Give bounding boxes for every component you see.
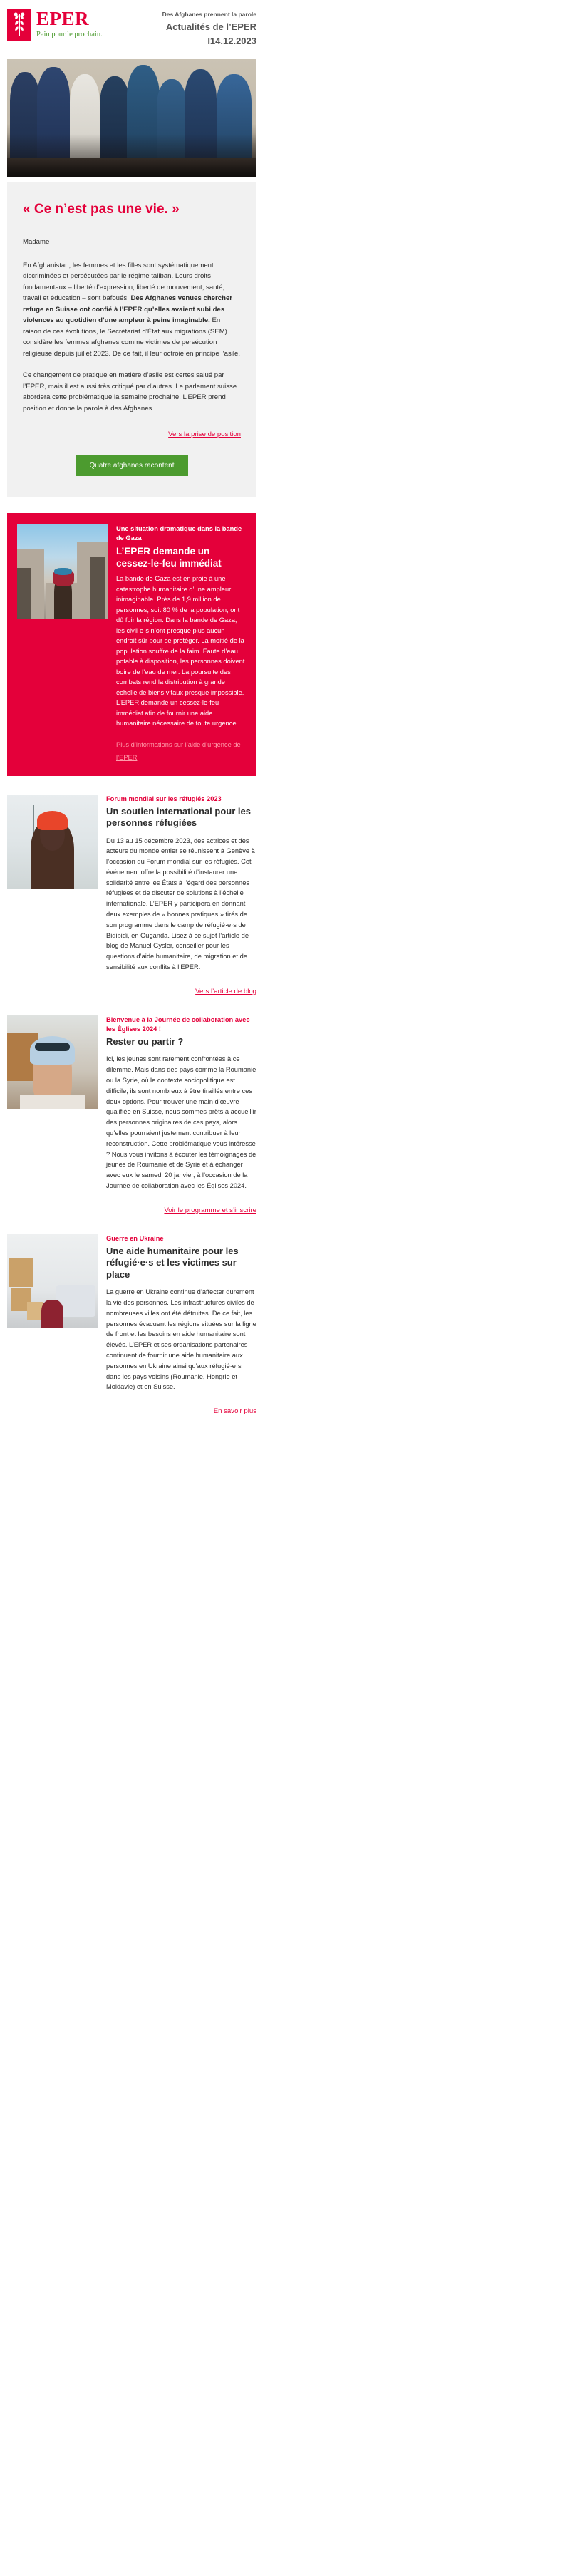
intro-p1-part-a: En Afghanistan, les femmes et les filles sont systématiquement discriminées et persécutées par le régime taliban. Leurs droits fondamentaux – liberté d’expression, liberté de mouvement, santé, travail et éducation – sont bafoués. bbox=[23, 261, 225, 302]
article-gaza-body bbox=[116, 524, 247, 763]
article-ukraine-kicker: Guerre en Ukraine bbox=[106, 1234, 164, 1242]
article-journee-kicker: Bienvenue à la Journée de collaboration avec les Églises 2024 ! bbox=[106, 1015, 250, 1033]
intro-paragraph-1 bbox=[23, 260, 241, 360]
salutation: Madame bbox=[23, 238, 50, 246]
article-gaza-kicker: Une situation dramatique dans la bande de Gaza bbox=[116, 525, 242, 542]
article-gaza-link-row bbox=[116, 738, 247, 763]
blog-article-link[interactable]: Vers l’article de blog bbox=[195, 987, 256, 995]
article-ukraine bbox=[7, 1234, 256, 1417]
header-date: I14.12.2023 bbox=[207, 36, 256, 46]
article-forum-link-row bbox=[106, 984, 256, 997]
article-forum-kicker: Forum mondial sur les réfugiés 2023 bbox=[106, 795, 222, 802]
hero-image bbox=[7, 59, 256, 177]
page-bottom-spacer bbox=[0, 1417, 264, 1435]
brand-logo[interactable] bbox=[7, 9, 103, 41]
article-journee-body bbox=[106, 1015, 256, 1216]
intro-paragraph-2: Ce changement de pratique en matière d’asile est certes salué par l’EPER, mais il est aussi très critiqué par d’autres. Le parlement suisse abordera cette problématique la semaine prochaine. L’EPER prend position et donne la parole à des Afghanes. bbox=[23, 371, 237, 413]
intro-section bbox=[7, 182, 256, 497]
intro-link-row bbox=[23, 427, 241, 440]
article-gaza-text: La bande de Gaza est en proie à une catastrophe humanitaire d’une ampleur inimaginable. Près de 1,9 million de personnes, soit 80 % de la population, ont dû fuir la région. Dans la bande de Gaza, les civil·e·s n’ont presque plus aucun endroit sûr pour se protéger. La moitié de la population souffre de la faim. Faute d’eau potable à disposition, les personnes doivent boire de l’eau de mer. La poursuite des combats rend la distribution à grande échelle de biens vitaux presque impossible. L’EPER demande un cessez-le-feu immédiat afin de fournir une aide humanitaire nécessaire de toute urgence. bbox=[116, 575, 245, 727]
header-title: Actualités de l’EPER bbox=[165, 21, 256, 32]
newsletter-header bbox=[0, 0, 264, 55]
article-ukraine-link-row bbox=[106, 1404, 256, 1417]
article-ukraine-text: La guerre en Ukraine continue d’affecter durement la vie des personnes. Les infrastructures civiles de nombreuses villes ont été détruites. De ce fait, les personnes évacuent les régions situées sur la ligne de front et les besoins en aide humanitaire sont élevés. L’EPER et ses organisations partenaires continuent de fournir une aide humanitaire aux personnes en Ukraine ainsi qu’aux réfugié·e·s dans les pays voisins (Roumanie, Hongrie et Moldavie) et en Suisse. bbox=[106, 1288, 256, 1391]
learn-more-link[interactable]: En savoir plus bbox=[213, 1407, 256, 1416]
intro-p1-bold: Des Afghanes venues chercher refuge en Suisse ont confié à l’EPER qu’elles avaient subi des violences au quotidien d’une ampleur à peine imaginable. bbox=[23, 294, 233, 324]
four-afghan-women-button[interactable]: Quatre afghanes racontent bbox=[76, 455, 189, 476]
gaza-emergency-aid-link[interactable]: Plus d’informations sur l’aide d’urgence de l’EPER bbox=[116, 740, 241, 761]
page-title: « Ce n’est pas une vie. » bbox=[23, 202, 180, 217]
article-gaza bbox=[7, 513, 256, 776]
article-ukraine-image bbox=[7, 1234, 98, 1328]
article-forum-text: Du 13 au 15 décembre 2023, des actrices et des acteurs du monde entier se réunissent à Genève à l’occasion du Forum mondial sur les réfugiés. Cet événement offre la possibilité d’instaurer une solidarité entre les États à l’égard des personnes réfugiées et de discuter de solutions à l’échelle internationale. L’EPER y participera en donnant deux exemples de « bonnes pratiques » tirés de son programme dans le camp de réfugié·e·s de Bidibidi, en Ouganda. Lisez à ce sujet l’article de blog de Manuel Gysler, conseiller pour les questions d’aide humanitaire, de migration et de sensibilité aux conflits à l’EPER. bbox=[106, 837, 255, 971]
article-journee bbox=[7, 1015, 256, 1216]
article-ukraine-headline: Une aide humanitaire pour les réfugié·e·s et les victimes sur place bbox=[106, 1245, 239, 1280]
article-journee-image bbox=[7, 1015, 98, 1109]
article-forum-image bbox=[7, 795, 98, 889]
eper-wheat-logo-icon bbox=[7, 9, 31, 41]
article-forum-headline: Un soutien international pour les personnes réfugiées bbox=[106, 805, 251, 828]
article-journee-headline: Rester ou partir ? bbox=[106, 1035, 184, 1047]
position-paper-link[interactable]: Vers la prise de position bbox=[168, 430, 241, 438]
article-gaza-image bbox=[17, 524, 108, 619]
newsletter-page bbox=[0, 0, 264, 1435]
article-ukraine-body bbox=[106, 1234, 256, 1417]
brand-name: EPER bbox=[36, 8, 90, 29]
brand-tagline: Pain pour le prochain. bbox=[36, 31, 103, 38]
article-gaza-headline: L’EPER demande un cessez-le-feu immédiat bbox=[116, 546, 222, 569]
brand-wordmark bbox=[36, 9, 103, 40]
header-kicker: Des Afghanes prennent la parole bbox=[162, 11, 256, 18]
article-journee-link-row bbox=[106, 1203, 256, 1216]
article-forum bbox=[7, 795, 256, 997]
intro-cta-row bbox=[23, 455, 241, 476]
header-meta bbox=[162, 9, 256, 48]
intro-p1-part-c: En raison de ces évolutions, le Secrétariat d’État aux migrations (SEM) considère les femmes afghanes comme victimes de persécution religieuse depuis juillet 2023. De ce fait, il leur octroie en principe l’asile. bbox=[23, 316, 241, 358]
article-journee-text: Ici, les jeunes sont rarement confrontées à ce dilemme. Mais dans des pays comme la Roumanie ou la Syrie, où le contexte sociopolitique est difficile, ils sont nombreux à être tiraillés entre ces deux options. Pour trouver une main d’œuvre qualifiée en Suisse, nous sommes prêts à accueillir des personnes originaires de ces pays, alors qu’elles pourraient justement contribuer à leur reconstruction. Cette problématique vous intéresse ? Nous vous invitons à écouter les témoignages de jeunes de Roumanie et de Syrie et à échanger avec eux le samedi 20 janvier, à l’occasion de la Journée de collaboration avec les Églises 2024. bbox=[106, 1055, 256, 1189]
article-forum-body bbox=[106, 795, 256, 997]
program-register-link[interactable]: Voir le programme et s’inscrire bbox=[164, 1206, 256, 1214]
hero-shadow bbox=[7, 134, 256, 177]
